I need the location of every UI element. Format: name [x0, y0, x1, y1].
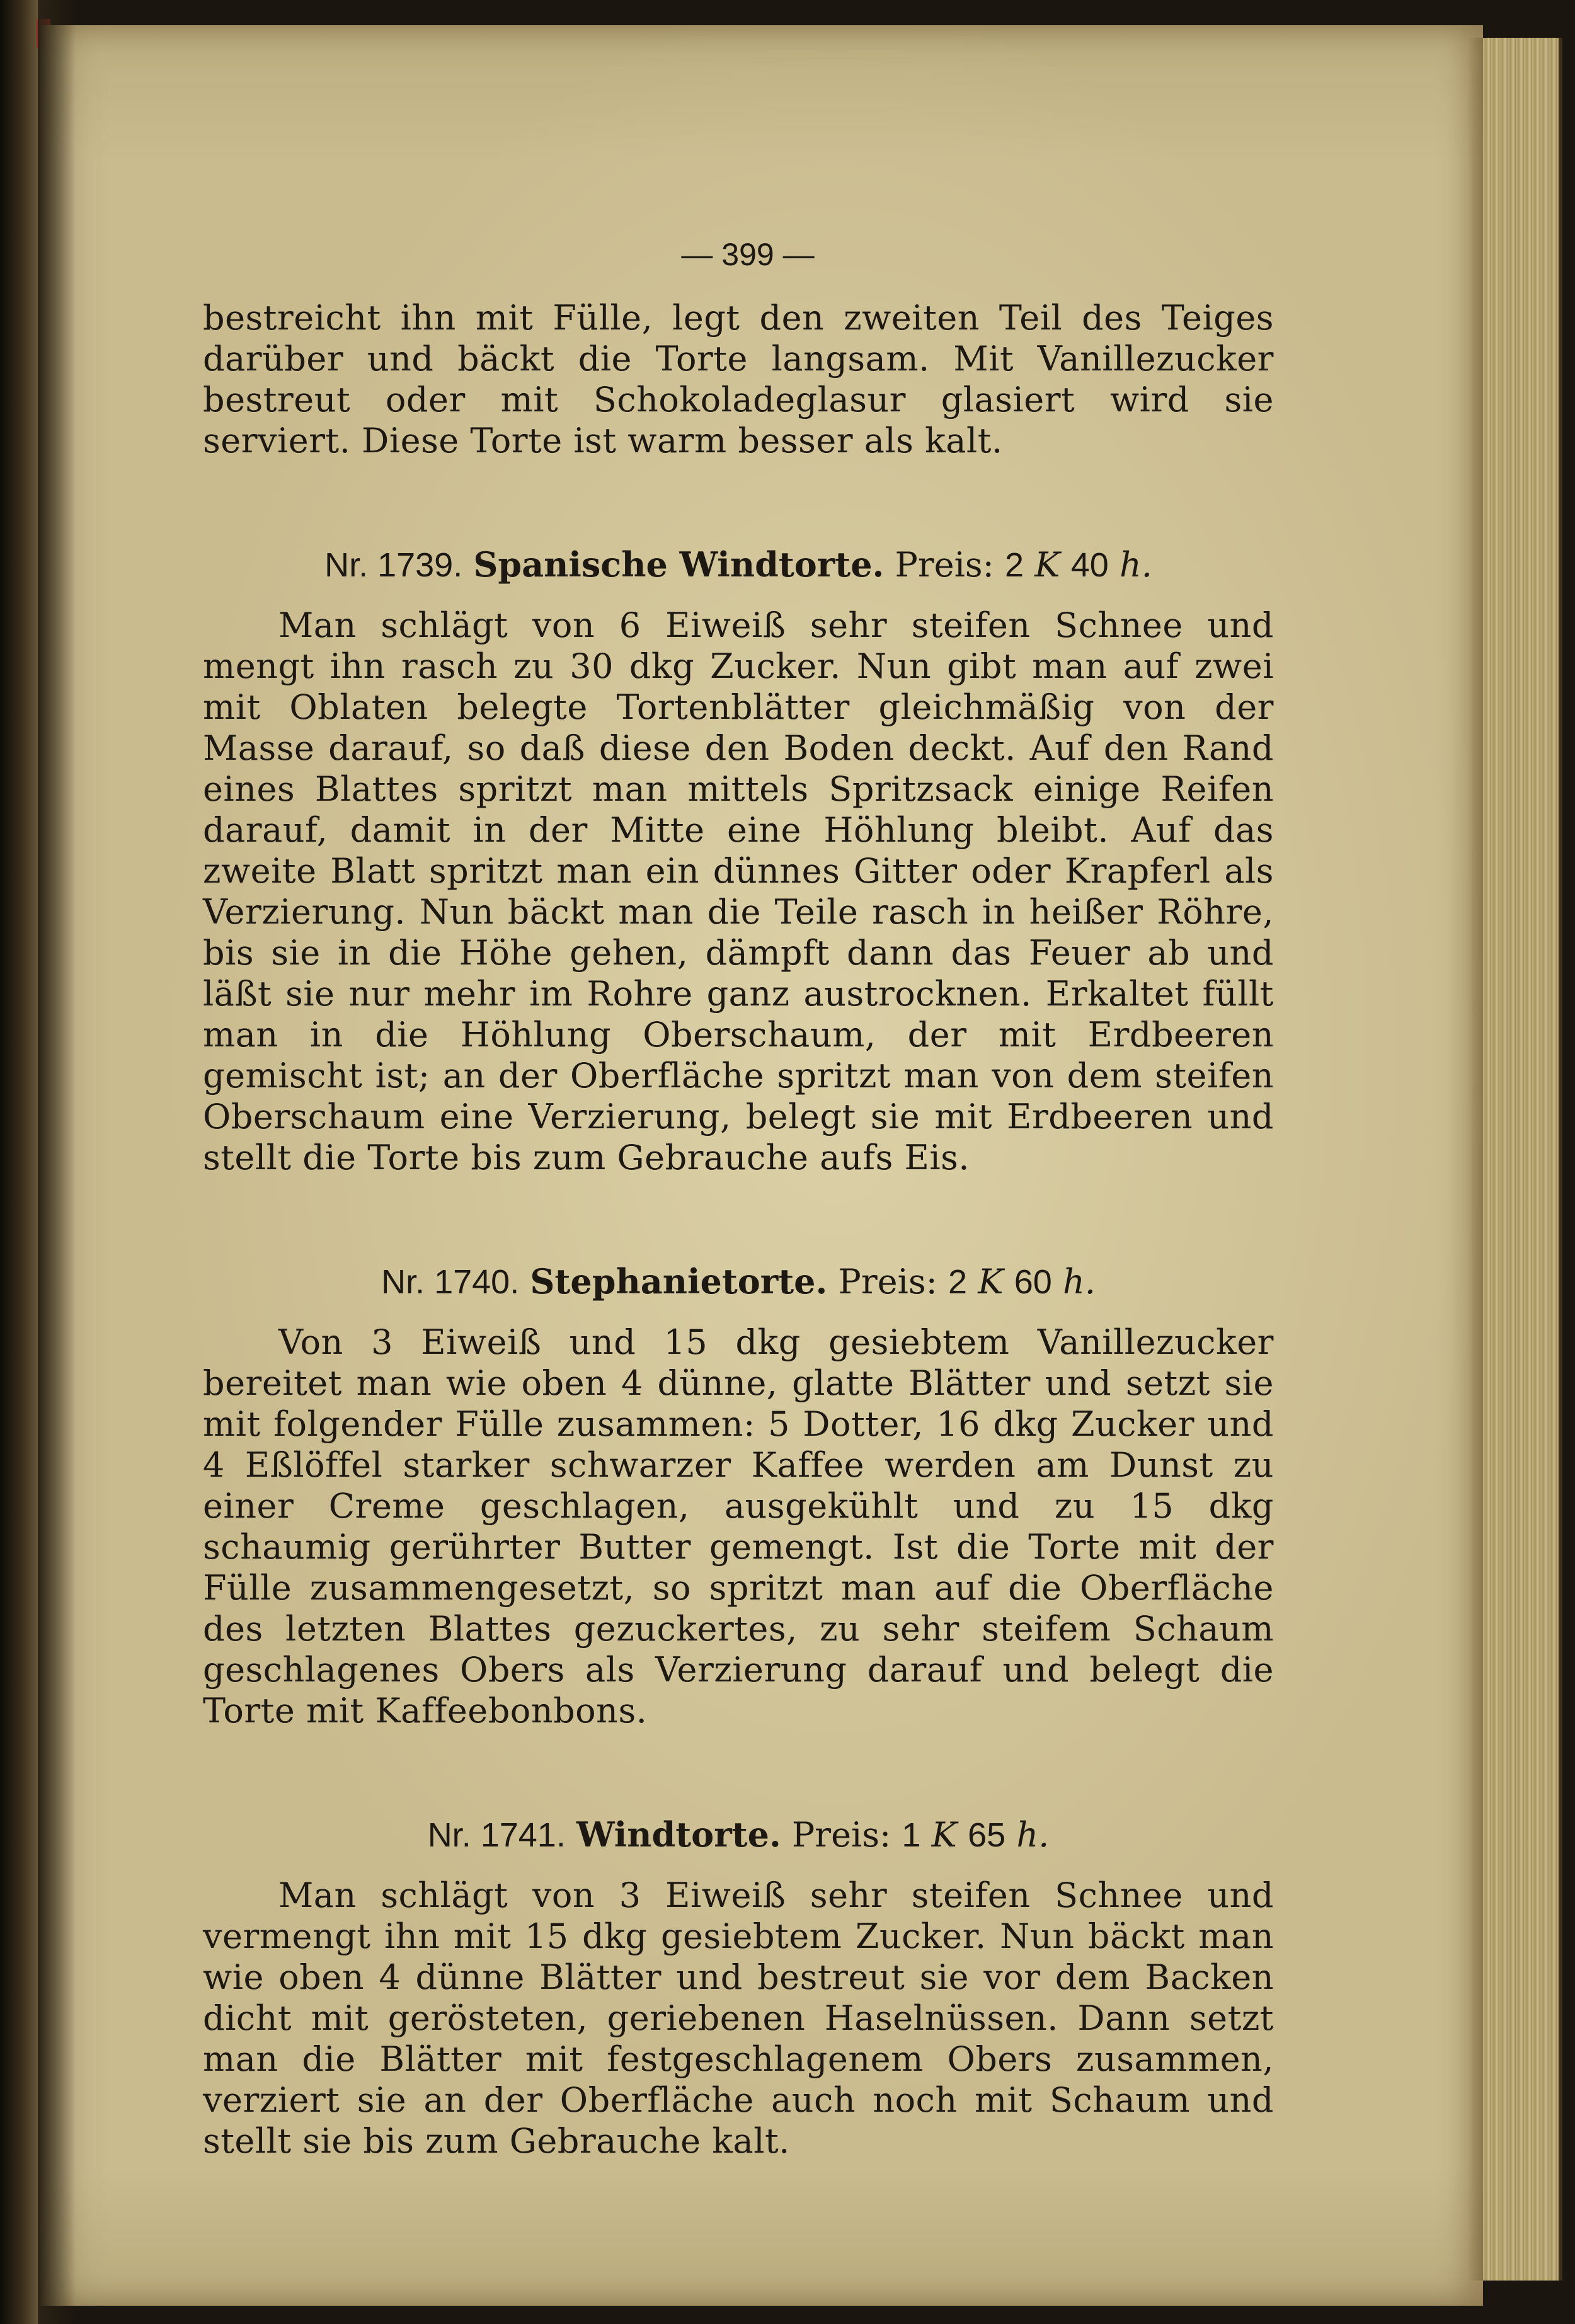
currency-h: h.: [1016, 1815, 1050, 1855]
price-heller: 60: [1014, 1263, 1052, 1301]
price-kronen: 2: [1004, 546, 1024, 584]
intro-paragraph: bestreicht ihn mit Fülle, legt den zweiten Teil des Teiges darüber und bäckt die Torte langsam. Mit Vanillezucker bestreut oder mit Schokoladeglasur glasiert wird sie serviert. Diese Torte ist warm besser als kalt.: [203, 298, 1274, 461]
price-label: Preis:: [895, 545, 994, 585]
recipe-text-1740: Von 3 Eiweiß und 15 dkg gesiebtem Vanillezucker bereitet man wie oben 4 dünne, glatte Blätter und setzt sie mit folgender Fülle zusammen: 5 Dotter, 16 dkg Zucker und 4 Eßlöffel starker schwarzer Kaffee werden am Dunst zu einer Creme geschlagen, ausgekühlt und zu 15 dkg schaumig gerührter Butter gemengt. Ist die Torte mit der Fülle zusammengesetzt, so spritzt man auf die Oberfläche des letzten Blattes gezuckertes, zu sehr steifem Schaum geschlagenes Obers als Verzierung darauf und belegt die Torte mit Kaffeebonbons.: [203, 1322, 1274, 1731]
page-edges-stack: [1483, 38, 1562, 2281]
page-text: [203, 234, 1274, 2161]
recipe-title: Windtorte.: [576, 1814, 781, 1855]
price-label: Preis:: [838, 1262, 937, 1302]
price-kronen: 1: [902, 1816, 921, 1854]
recipe-number: Nr. 1740.: [381, 1263, 520, 1301]
currency-h: h.: [1119, 545, 1152, 585]
page-number: — 399 —: [681, 237, 815, 272]
recipe-title: Stephanietorte.: [530, 1261, 828, 1302]
recipe-text-1739: Man schlägt von 6 Eiweiß sehr steifen Schnee und mengt ihn rasch zu 30 dkg Zucker. Nun gibt man auf zwei mit Oblaten belegte Tortenblätter gleichmäßig von der Masse darauf, so daß diese den Boden deckt. Auf den Rand eines Blattes spritzt man mittels Spritzsack einige Reifen darauf, damit in der Mitte eine Höhlung bleibt. Auf das zweite Blatt spritzt man ein dünnes Gitter oder Krapferl als Verzierung. Nun bäckt man die Teile rasch in heißer Röhre, bis sie in die Höhe gehen, dämpft dann das Feuer ab und läßt sie nur mehr im Rohre ganz austrocknen. Erkaltet füllt man in die Höhlung Oberschaum, der mit Erdbeeren gemischt ist; an der Oberfläche spritzt man von dem steifen Oberschaum eine Verzierung, belegt sie mit Erdbeeren und stellt die Torte bis zum Gebrauche aufs Eis.: [203, 605, 1274, 1177]
recipe-number: Nr. 1739.: [324, 546, 463, 584]
recipe-text-1741: Man schlägt von 3 Eiweiß sehr steifen Schnee und vermengt ihn mit 15 dkg gesiebtem Zucker. Nun bäckt man wie oben 4 dünne Blätter und bestreut sie vor dem Backen dicht mit gerösteten, geriebenen Haselnüssen. Dann setzt man die Blätter mit festgeschlagenem Obers zusammen, verziert sie an der Oberfläche auch noch mit Schaum und stellt sie bis zum Gebrauche kalt.: [203, 1875, 1274, 2161]
recipe-heading-1739: [203, 544, 1274, 586]
currency-k: K: [978, 1262, 1004, 1302]
price-kronen: 2: [948, 1263, 968, 1301]
recipe-heading-1741: [203, 1814, 1274, 1856]
gutter-shadow: [38, 0, 76, 2324]
recipe-number: Nr. 1741.: [427, 1816, 566, 1854]
facing-page-edge: [0, 0, 40, 2324]
price-heller: 65: [968, 1816, 1006, 1854]
price-label: Preis:: [791, 1815, 891, 1855]
price-heller: 40: [1070, 546, 1109, 584]
currency-k: K: [931, 1815, 957, 1855]
recipe-title: Spanische Windtorte.: [473, 544, 885, 585]
recipe-heading-1740: [203, 1261, 1274, 1303]
currency-k: K: [1034, 545, 1060, 585]
currency-h: h.: [1062, 1262, 1096, 1302]
